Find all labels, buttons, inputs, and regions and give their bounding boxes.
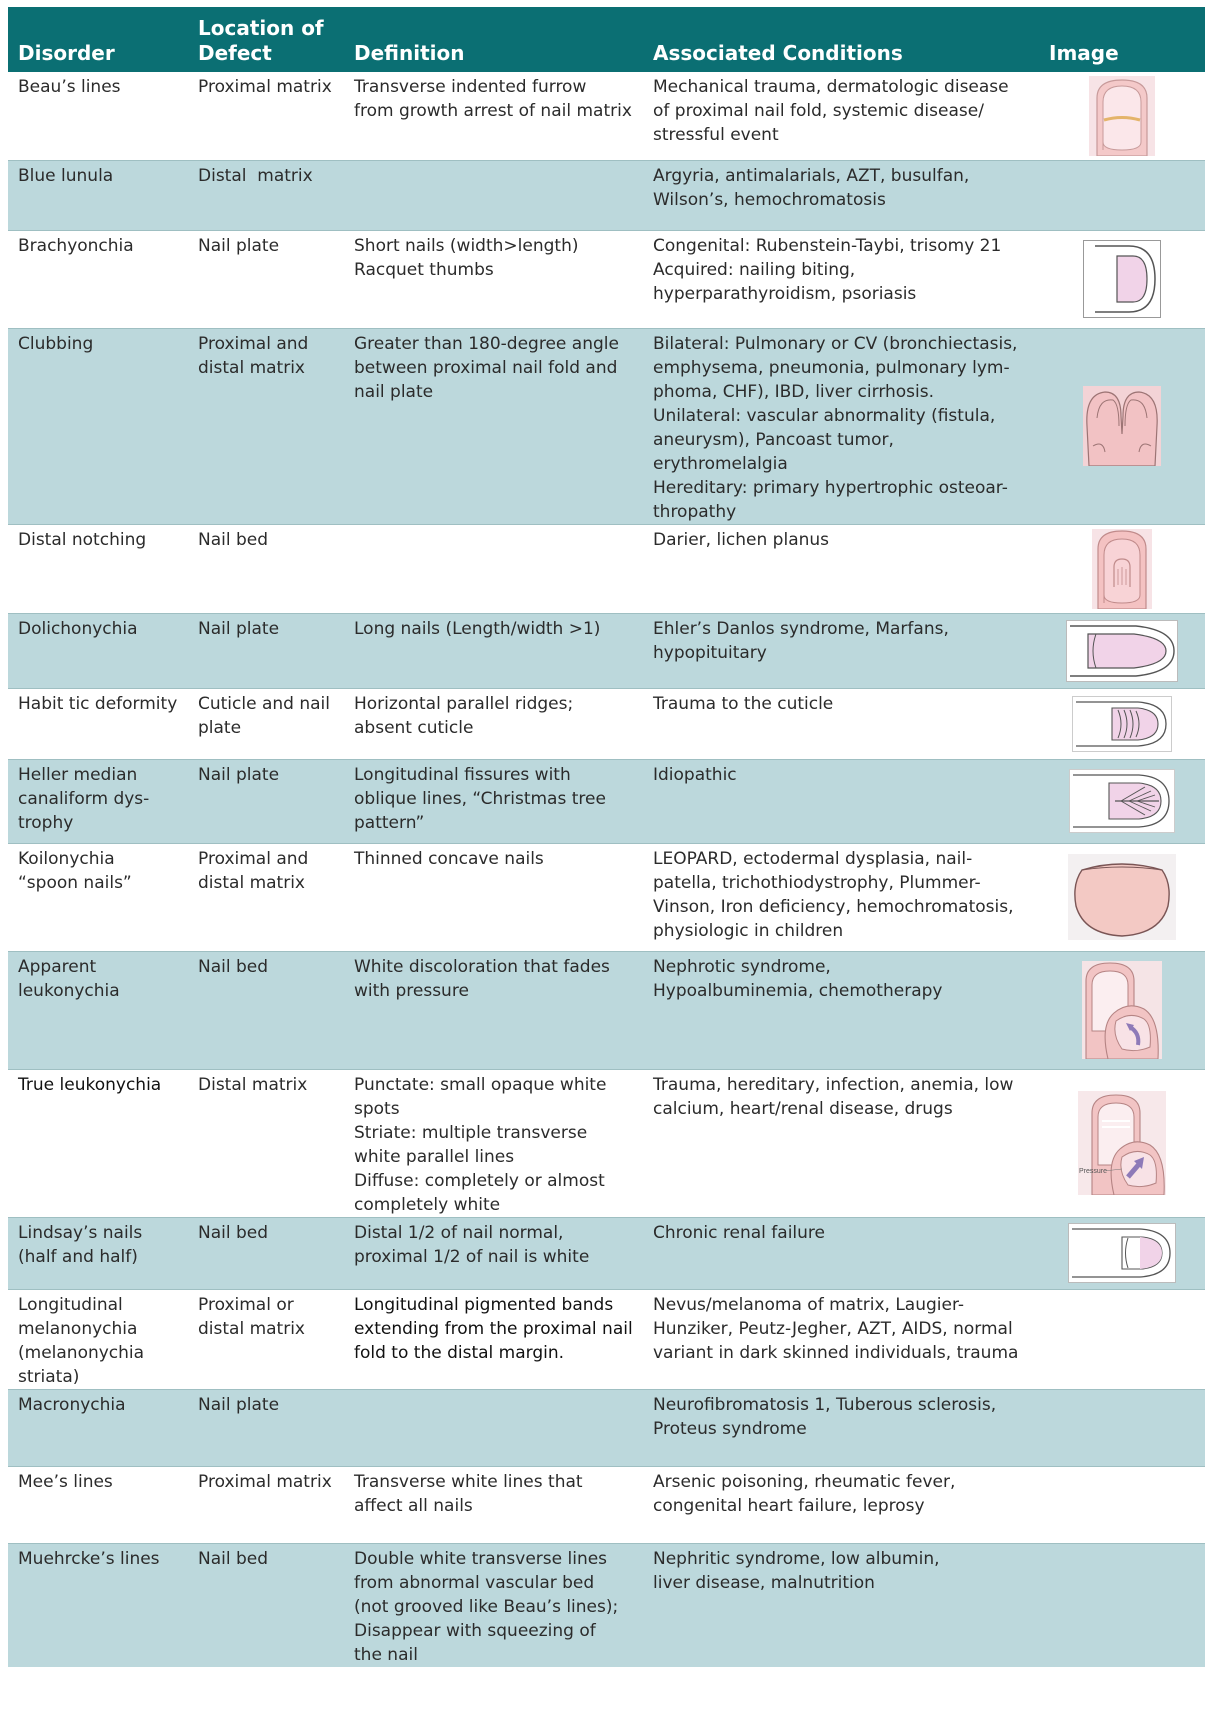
definition-line: Distal 1/2 of nail normal, — [354, 1222, 564, 1243]
definition-line: Racquet thumbs — [354, 259, 494, 280]
table-row — [8, 1389, 1205, 1466]
table-row — [8, 1543, 1205, 1667]
location-cell — [188, 1466, 344, 1543]
definition-line: Disappear with squeezing of — [354, 1620, 596, 1641]
heller-dystrophy-illustration — [1069, 769, 1175, 833]
definition-cell — [344, 951, 643, 1069]
image-cell — [1039, 230, 1205, 328]
table-row — [8, 328, 1205, 524]
location-line: Nail plate — [198, 764, 280, 785]
associated-line: physiologic in children — [653, 920, 844, 941]
image-cell — [1039, 843, 1205, 951]
definition-cell — [344, 843, 643, 951]
disorder-line: Dolichonychia — [18, 618, 138, 639]
associated-cell — [643, 843, 1039, 951]
associated-cell — [643, 72, 1039, 160]
table-row — [8, 1069, 1205, 1217]
definition-line: Longitudinal pigmented bands — [354, 1294, 614, 1315]
disorder-line: striata) — [18, 1366, 80, 1387]
definition-cell — [344, 1543, 643, 1667]
table-row — [8, 72, 1205, 160]
location-cell — [188, 328, 344, 524]
definition-line: Thinned concave nails — [354, 848, 544, 869]
location-line: Nail plate — [198, 1394, 280, 1415]
disorder-line: Mee’s lines — [18, 1471, 113, 1492]
disorder-line: Muehrcke’s lines — [18, 1548, 160, 1569]
location-line: Proximal and — [198, 848, 309, 869]
associated-cell — [643, 1289, 1039, 1389]
beaus-lines-illustration — [1089, 76, 1155, 156]
associated-line: Proteus syndrome — [653, 1418, 807, 1439]
disorder-line: Koilonychia — [18, 848, 115, 869]
image-cell — [1039, 328, 1205, 524]
associated-line: aneurysm), Pancoast tumor, erythromelalgia — [653, 429, 894, 474]
disorder-line: melanonychia — [18, 1318, 138, 1339]
header-definition: Definition — [344, 7, 643, 72]
disorder-line: Habit tic deformity — [18, 693, 178, 714]
associated-line: Chronic renal failure — [653, 1222, 826, 1243]
location-cell — [188, 613, 344, 688]
image-cell — [1039, 1466, 1205, 1543]
definition-cell — [344, 1069, 643, 1217]
associated-line: of proximal nail fold, systemic disease/ — [653, 101, 984, 121]
disorder-cell — [8, 1389, 188, 1466]
definition-line: Horizontal parallel ridges; — [354, 693, 574, 714]
table-row — [8, 951, 1205, 1069]
table-row — [8, 524, 1205, 613]
disorder-line: Longitudinal — [18, 1294, 123, 1315]
table-row — [8, 688, 1205, 759]
disorder-line: True leukonychia — [18, 1074, 162, 1095]
definition-line: spots — [354, 1098, 400, 1119]
location-line: plate — [198, 717, 242, 738]
associated-cell — [643, 524, 1039, 613]
image-cell — [1039, 1289, 1205, 1389]
disorder-cell — [8, 328, 188, 524]
definition-line: Diffuse: completely or almost — [354, 1170, 605, 1191]
associated-line: Acquired: nailing biting, — [653, 259, 856, 280]
definition-cell — [344, 524, 643, 613]
habit-tic-illustration — [1072, 696, 1172, 752]
definition-line: extending from the proximal nail — [354, 1318, 633, 1339]
associated-line: Arsenic poisoning, rheumatic fever, — [653, 1471, 956, 1492]
header-location-line1: Location of — [198, 16, 324, 40]
associated-cell — [643, 759, 1039, 843]
location-line: distal matrix — [198, 357, 305, 378]
definition-line: from abnormal vascular bed — [354, 1572, 595, 1593]
associated-line: variant in dark skinned individuals, trauma — [653, 1342, 1019, 1363]
table-row — [8, 1466, 1205, 1543]
location-line: Nail plate — [198, 618, 280, 639]
header-location-line2: Defect — [198, 41, 272, 65]
table-header-row — [8, 7, 1205, 72]
associated-line: Congenital: Rubenstein-Taybi, trisomy 21 — [653, 235, 1002, 256]
definition-cell — [344, 72, 643, 160]
disorder-cell — [8, 160, 188, 230]
location-cell — [188, 1289, 344, 1389]
associated-cell — [643, 1466, 1039, 1543]
table-row — [8, 160, 1205, 230]
associated-cell — [643, 160, 1039, 230]
associated-line: Nephrotic syndrome, — [653, 956, 831, 977]
location-line: Nail bed — [198, 956, 269, 977]
disorder-line: Macronychia — [18, 1394, 126, 1415]
table-row — [8, 1289, 1205, 1389]
associated-line: Mechanical trauma, dermatologic disease — [653, 77, 1009, 97]
image-cell — [1039, 1069, 1205, 1217]
nail-disorders-table — [8, 7, 1205, 1667]
disorder-cell — [8, 613, 188, 688]
disorder-line: Lindsay’s nails — [18, 1222, 143, 1243]
associated-line: calcium, heart/renal disease, drugs — [653, 1098, 953, 1119]
header-associated-conditions: Associated Conditions — [643, 7, 1039, 72]
header-location — [188, 7, 344, 72]
associated-line: Trauma to the cuticle — [653, 693, 834, 714]
associated-cell — [643, 230, 1039, 328]
associated-line: hyperparathyroidism, psoriasis — [653, 283, 917, 304]
definition-cell — [344, 160, 643, 230]
image-cell — [1039, 72, 1205, 160]
disorder-cell — [8, 688, 188, 759]
associated-line: Darier, lichen planus — [653, 529, 830, 550]
disorder-cell — [8, 72, 188, 160]
location-cell — [188, 230, 344, 328]
header-image: Image — [1039, 7, 1205, 72]
definition-line: Striate: multiple transverse — [354, 1122, 588, 1143]
disorder-line: leukonychia — [18, 980, 120, 1001]
associated-line: LEOPARD, ectodermal dysplasia, nail- — [653, 848, 973, 869]
table-row — [8, 613, 1205, 688]
location-line: distal matrix — [198, 872, 305, 893]
definition-line: Punctate: small opaque white — [354, 1074, 607, 1095]
associated-line: phoma, CHF), IBD, liver cirrhosis. — [653, 381, 935, 402]
header-disorder: Disorder — [8, 7, 188, 72]
definition-cell — [344, 1466, 643, 1543]
lindsays-nails-illustration — [1068, 1223, 1176, 1283]
definition-cell — [344, 759, 643, 843]
definition-line: from growth arrest of nail matrix — [354, 101, 632, 121]
associated-line: Vinson, Iron deficiency, hemochromatosis, — [653, 896, 1014, 917]
definition-line: oblique lines, “Christmas tree — [354, 788, 606, 809]
definition-line: Double white transverse lines — [354, 1548, 608, 1569]
definition-cell — [344, 1389, 643, 1466]
definition-line: with pressure — [354, 980, 469, 1001]
definition-line: Long nails (Length/width >1) — [354, 618, 601, 639]
image-cell — [1039, 524, 1205, 613]
location-cell — [188, 524, 344, 613]
table-row — [8, 759, 1205, 843]
definition-line: the nail — [354, 1644, 418, 1665]
associated-line: Nevus/melanoma of matrix, Laugier- — [653, 1294, 964, 1315]
definition-line: completely white — [354, 1194, 501, 1215]
location-cell — [188, 951, 344, 1069]
location-cell — [188, 843, 344, 951]
associated-line: Wilson’s, hemochromatosis — [653, 189, 886, 210]
disorder-line: Beau’s lines — [18, 77, 121, 97]
associated-line: stressful event — [653, 125, 779, 145]
disorder-cell — [8, 230, 188, 328]
location-cell — [188, 759, 344, 843]
disorder-cell — [8, 524, 188, 613]
disorder-cell — [8, 951, 188, 1069]
definition-line: white parallel lines — [354, 1146, 515, 1167]
image-cell — [1039, 1217, 1205, 1289]
location-line: Cuticle and nail — [198, 693, 330, 714]
disorder-cell — [8, 1289, 188, 1389]
associated-line: Ehler’s Danlos syndrome, Marfans, — [653, 618, 949, 639]
disorder-cell — [8, 1069, 188, 1217]
definition-cell — [344, 328, 643, 524]
location-line: distal matrix — [198, 1318, 305, 1339]
disorder-line: Distal notching — [18, 529, 147, 550]
definition-line: pattern” — [354, 812, 425, 833]
location-line: Proximal matrix — [198, 77, 332, 97]
disorder-line: Heller median — [18, 764, 138, 785]
associated-cell — [643, 1543, 1039, 1667]
location-cell — [188, 72, 344, 160]
definition-cell — [344, 1289, 643, 1389]
location-line: Proximal or — [198, 1294, 294, 1315]
definition-line: absent cuticle — [354, 717, 474, 738]
location-line: Nail bed — [198, 529, 269, 550]
associated-line: patella, trichothiodystrophy, Plummer- — [653, 872, 981, 893]
table-row — [8, 1217, 1205, 1289]
definition-cell — [344, 230, 643, 328]
location-line: Nail plate — [198, 235, 280, 256]
location-line: Proximal matrix — [198, 1471, 332, 1492]
true-leukonychia-illustration — [1078, 1091, 1166, 1195]
location-cell — [188, 688, 344, 759]
disorder-cell — [8, 1466, 188, 1543]
pressure-label: Pressure — [1079, 1168, 1108, 1175]
clubbing-illustration — [1083, 386, 1161, 466]
definition-line: (not grooved like Beau’s lines); — [354, 1596, 619, 1617]
disorder-cell — [8, 1217, 188, 1289]
definition-cell — [344, 688, 643, 759]
associated-line: congenital heart failure, leprosy — [653, 1495, 925, 1516]
disorder-line: “spoon nails” — [18, 872, 132, 893]
definition-line: White discoloration that fades — [354, 956, 610, 977]
image-cell — [1039, 688, 1205, 759]
dolichonychia-illustration — [1066, 620, 1178, 682]
location-line: Distal matrix — [198, 1074, 308, 1095]
definition-line: Longitudinal fissures with — [354, 764, 571, 785]
disorder-line: Brachyonchia — [18, 235, 134, 256]
location-cell — [188, 1389, 344, 1466]
associated-line: Argyria, antimalarials, AZT, busulfan, — [653, 165, 970, 186]
associated-line: Hereditary: primary hypertrophic osteoar- — [653, 477, 1008, 498]
nail-disorders-table-page — [8, 7, 1205, 1667]
disorder-line: (melanonychia — [18, 1342, 145, 1363]
image-cell — [1039, 951, 1205, 1069]
associated-line: liver disease, malnutrition — [653, 1572, 875, 1593]
disorder-line: Apparent — [18, 956, 97, 977]
location-line: Proximal and — [198, 333, 309, 354]
associated-line: thropathy — [653, 501, 737, 522]
location-line: Nail bed — [198, 1222, 269, 1243]
associated-cell — [643, 951, 1039, 1069]
image-cell — [1039, 1543, 1205, 1667]
associated-line: Idiopathic — [653, 764, 737, 785]
definition-line: affect all nails — [354, 1495, 473, 1516]
definition-line: between proximal nail fold and — [354, 357, 618, 378]
brachyonychia-illustration — [1083, 240, 1161, 318]
associated-line: hypopituitary — [653, 642, 767, 663]
disorder-line: Blue lunula — [18, 165, 114, 186]
location-line: Nail bed — [198, 1548, 269, 1569]
image-cell — [1039, 160, 1205, 230]
definition-line: Transverse white lines that — [354, 1471, 583, 1492]
disorder-cell — [8, 843, 188, 951]
associated-line: Unilateral: vascular abnormality (fistula, — [653, 405, 996, 426]
table-row — [8, 843, 1205, 951]
disorder-cell — [8, 759, 188, 843]
associated-cell — [643, 328, 1039, 524]
associated-line: Neurofibromatosis 1, Tuberous sclerosis, — [653, 1394, 997, 1415]
apparent-leukonychia-illustration — [1082, 961, 1162, 1059]
definition-line: nail plate — [354, 381, 434, 402]
image-cell — [1039, 613, 1205, 688]
definition-cell — [344, 613, 643, 688]
distal-notching-illustration — [1092, 529, 1152, 609]
associated-cell — [643, 613, 1039, 688]
associated-line: emphysema, pneumonia, pulmonary lym- — [653, 357, 1010, 378]
associated-cell — [643, 1217, 1039, 1289]
associated-cell — [643, 1069, 1039, 1217]
definition-line: Short nails (width>length) — [354, 235, 579, 256]
associated-line: Bilateral: Pulmonary or CV (bronchiectasis, — [653, 333, 1018, 354]
disorder-line: Clubbing — [18, 333, 94, 354]
definition-line: proximal 1/2 of nail is white — [354, 1246, 590, 1267]
associated-line: Nephritic syndrome, low albumin, — [653, 1548, 940, 1569]
associated-line: Trauma, hereditary, infection, anemia, low — [653, 1074, 1014, 1095]
associated-line: Hunziker, Peutz-Jegher, AZT, AIDS, normal — [653, 1318, 1013, 1339]
disorder-line: trophy — [18, 812, 74, 833]
definition-line: Transverse indented furrow — [354, 77, 587, 97]
definition-cell — [344, 1217, 643, 1289]
table-row — [8, 230, 1205, 328]
definition-line: Greater than 180-degree angle — [354, 333, 619, 354]
location-cell — [188, 1543, 344, 1667]
disorder-cell — [8, 1543, 188, 1667]
disorder-line: canaliform dys- — [18, 788, 150, 809]
disorder-line: (half and half) — [18, 1246, 138, 1267]
definition-line: fold to the distal margin. — [354, 1342, 565, 1363]
associated-cell — [643, 1389, 1039, 1466]
associated-line: Hypoalbuminemia, chemotherapy — [653, 980, 943, 1001]
location-cell — [188, 1069, 344, 1217]
image-cell — [1039, 759, 1205, 843]
associated-cell — [643, 688, 1039, 759]
location-line: Distal matrix — [198, 165, 313, 186]
location-cell — [188, 1217, 344, 1289]
location-cell — [188, 160, 344, 230]
koilonychia-illustration — [1068, 854, 1176, 940]
image-cell — [1039, 1389, 1205, 1466]
